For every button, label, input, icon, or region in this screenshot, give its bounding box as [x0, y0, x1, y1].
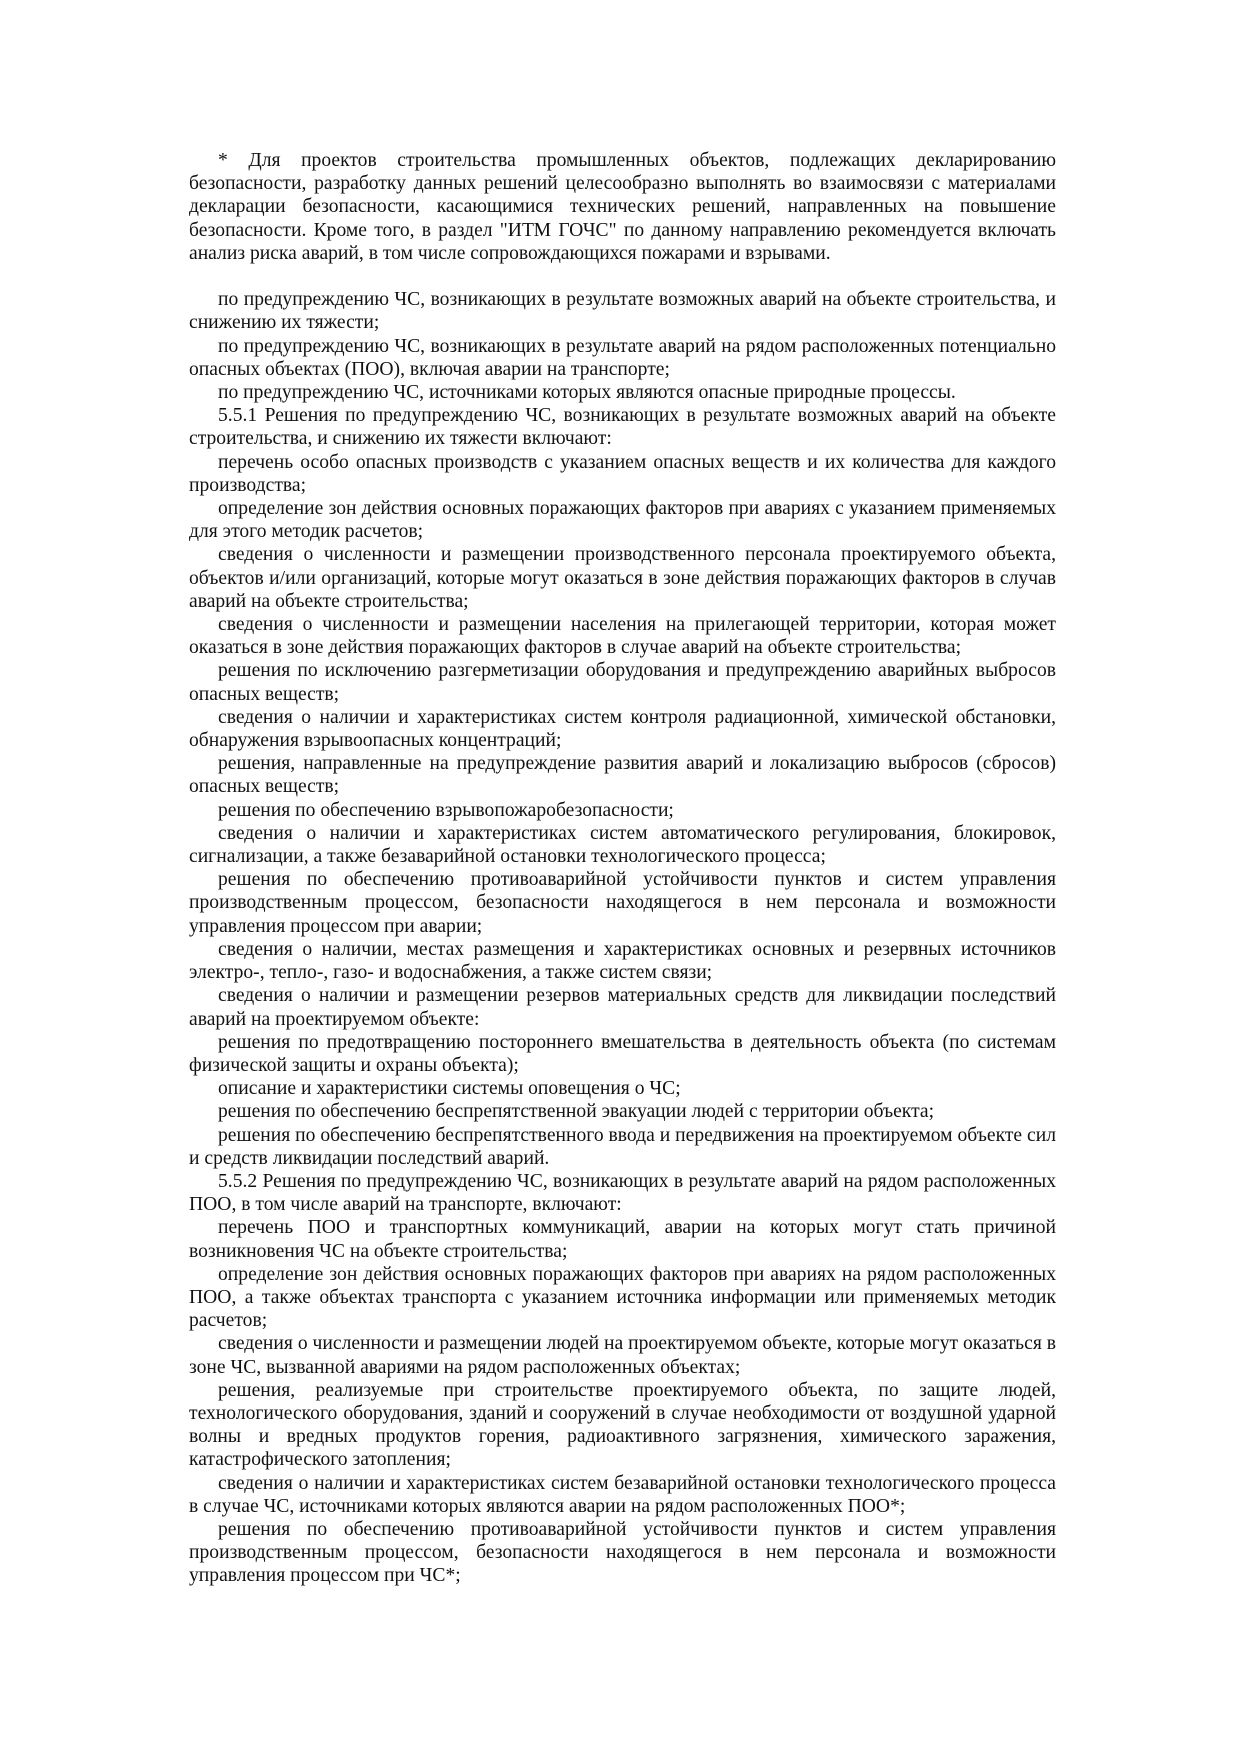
section-heading-5-5-1: 5.5.1 Решения по предупреждению ЧС, возникающих в результате возможных аварий на объекте строительства, и снижению их тяжести включают: [189, 405, 1056, 450]
body-paragraph: сведения о численности и размещении населения на прилегающей территории, которая может оказаться в зоне действия поражающих факторов в случае аварий на объекте строительства; [189, 614, 1056, 659]
body-paragraph: описание и характеристики системы оповещения о ЧС; [218, 1078, 681, 1100]
body-paragraph: сведения о наличии, местах размещения и характеристиках основных и резервных источников электро-, тепло-, газо- и водоснабжения, а также систем связи; [189, 938, 1056, 984]
body-paragraph: сведения о наличии и размещении резервов материальных средств для ликвидации последствий аварий на проектируемом объекте: [189, 985, 1056, 1030]
body-paragraph: перечень ПОО и транспортных коммуникаций, аварии на которых могут стать причиной возникновения ЧС на объекте строительства; [189, 1217, 1056, 1262]
body-paragraph: сведения о наличии и характеристиках систем контроля радиационной, химической обстановки, обнаружения взрывоопасных концентраций; [189, 706, 1056, 752]
document-page [189, 149, 1056, 1588]
body-paragraph: решения по обеспечению противоаварийной устойчивости пунктов и систем управления производственным процессом, безопасности находящегося в нем персонала и возможности управления процессом при ЧС*; [189, 1518, 1056, 1587]
body-paragraph: решения по исключению разгерметизации оборудования и предупреждению аварийных выбросов опасных веществ; [189, 660, 1056, 705]
section-heading-5-5-2: 5.5.2 Решения по предупреждению ЧС, возникающих в результате аварий на рядом расположенных ПОО, в том числе аварий на транспорте, включают: [189, 1170, 1056, 1216]
body-paragraph: сведения о наличии и характеристиках систем автоматического регулирования, блокировок, сигнализации, а также безаварийной остановки технологического процесса; [189, 822, 1056, 868]
body-paragraph: определение зон действия основных поражающих факторов при авариях на рядом расположенных ПОО, а также объектах транспорта с указанием источника информации или применяемых методик расчетов; [189, 1263, 1056, 1332]
body-paragraph: решения, реализуемые при строительстве проектируемого объекта, по защите людей, технологического оборудования, зданий и сооружений в случае необходимости от воздушной ударной волны и вредных продуктов горения, радиоактивного загрязнения, химического заражения, катастрофического затопления; [189, 1379, 1056, 1471]
body-paragraph: решения по обеспечению взрывопожаробезопасности; [218, 799, 674, 821]
body-paragraph: решения, направленные на предупреждение развития аварий и локализацию выбросов (сбросов) опасных веществ; [189, 753, 1056, 798]
body-paragraph: сведения о численности и размещении производственного персонала проектируемого объекта, объектов и/или организаций, которые могут оказаться в зоне действия поражающих факторов в случав аварий на объекте строительства; [189, 544, 1056, 612]
body-paragraph: решения по обеспечению беспрепятственного ввода и передвижения на проектируемом объекте сил и средств ликвидации последствий аварий. [189, 1124, 1056, 1169]
body-paragraph: решения по обеспечению беспрепятственной эвакуации людей с территории объекта; [218, 1101, 935, 1123]
body-paragraph: перечень особо опасных производств с указанием опасных веществ и их количества для каждого производства; [189, 451, 1056, 496]
body-paragraph: сведения о наличии и характеристиках систем безаварийной остановки технологического процесса в случае ЧС, источниками которых являются аварии на рядом расположенных ПОО*; [189, 1472, 1056, 1517]
body-paragraph: решения по обеспечению противоаварийной устойчивости пунктов и систем управления производственным процессом, безопасности находящегося в нем персонала и возможности управления процессом при аварии; [189, 869, 1056, 937]
body-paragraph: решения по предотвращению постороннего вмешательства в деятельность объекта (по системам физической защиты и охраны объекта); [189, 1031, 1056, 1076]
body-paragraph: определение зон действия основных поражающих факторов при авариях с указанием применяемых для этого методик расчетов; [189, 498, 1056, 543]
footnote-paragraph: * Для проектов строительства промышленных объектов, подлежащих декларированию безопасности, разработку данных решений целесообразно выполнять во взаимосвязи с материалами декларации безопасности, касающимися технических решений, направленных на повышение безопасности. Кроме того, в раздел "ИТМ ГОЧС" по данному направлению рекомендуется включать анализ риска аварий, в том числе сопровождающихся пожарами и взрывами. [189, 150, 1056, 264]
body-paragraph: по предупреждению ЧС, источниками которых являются опасные природные процессы. [218, 382, 956, 404]
body-paragraph: сведения о численности и размещении людей на проектируемом объекте, которые могут оказаться в зоне ЧС, вызванной авариями на рядом расположенных объектах; [189, 1333, 1056, 1378]
body-paragraph: по предупреждению ЧС, возникающих в результате возможных аварий на объекте строительства, и снижению их тяжести; [189, 289, 1056, 334]
body-paragraph: по предупреждению ЧС, возникающих в результате аварий на рядом расположенных потенциально опасных объектах (ПОО), включая аварии на транспорте; [189, 335, 1056, 380]
